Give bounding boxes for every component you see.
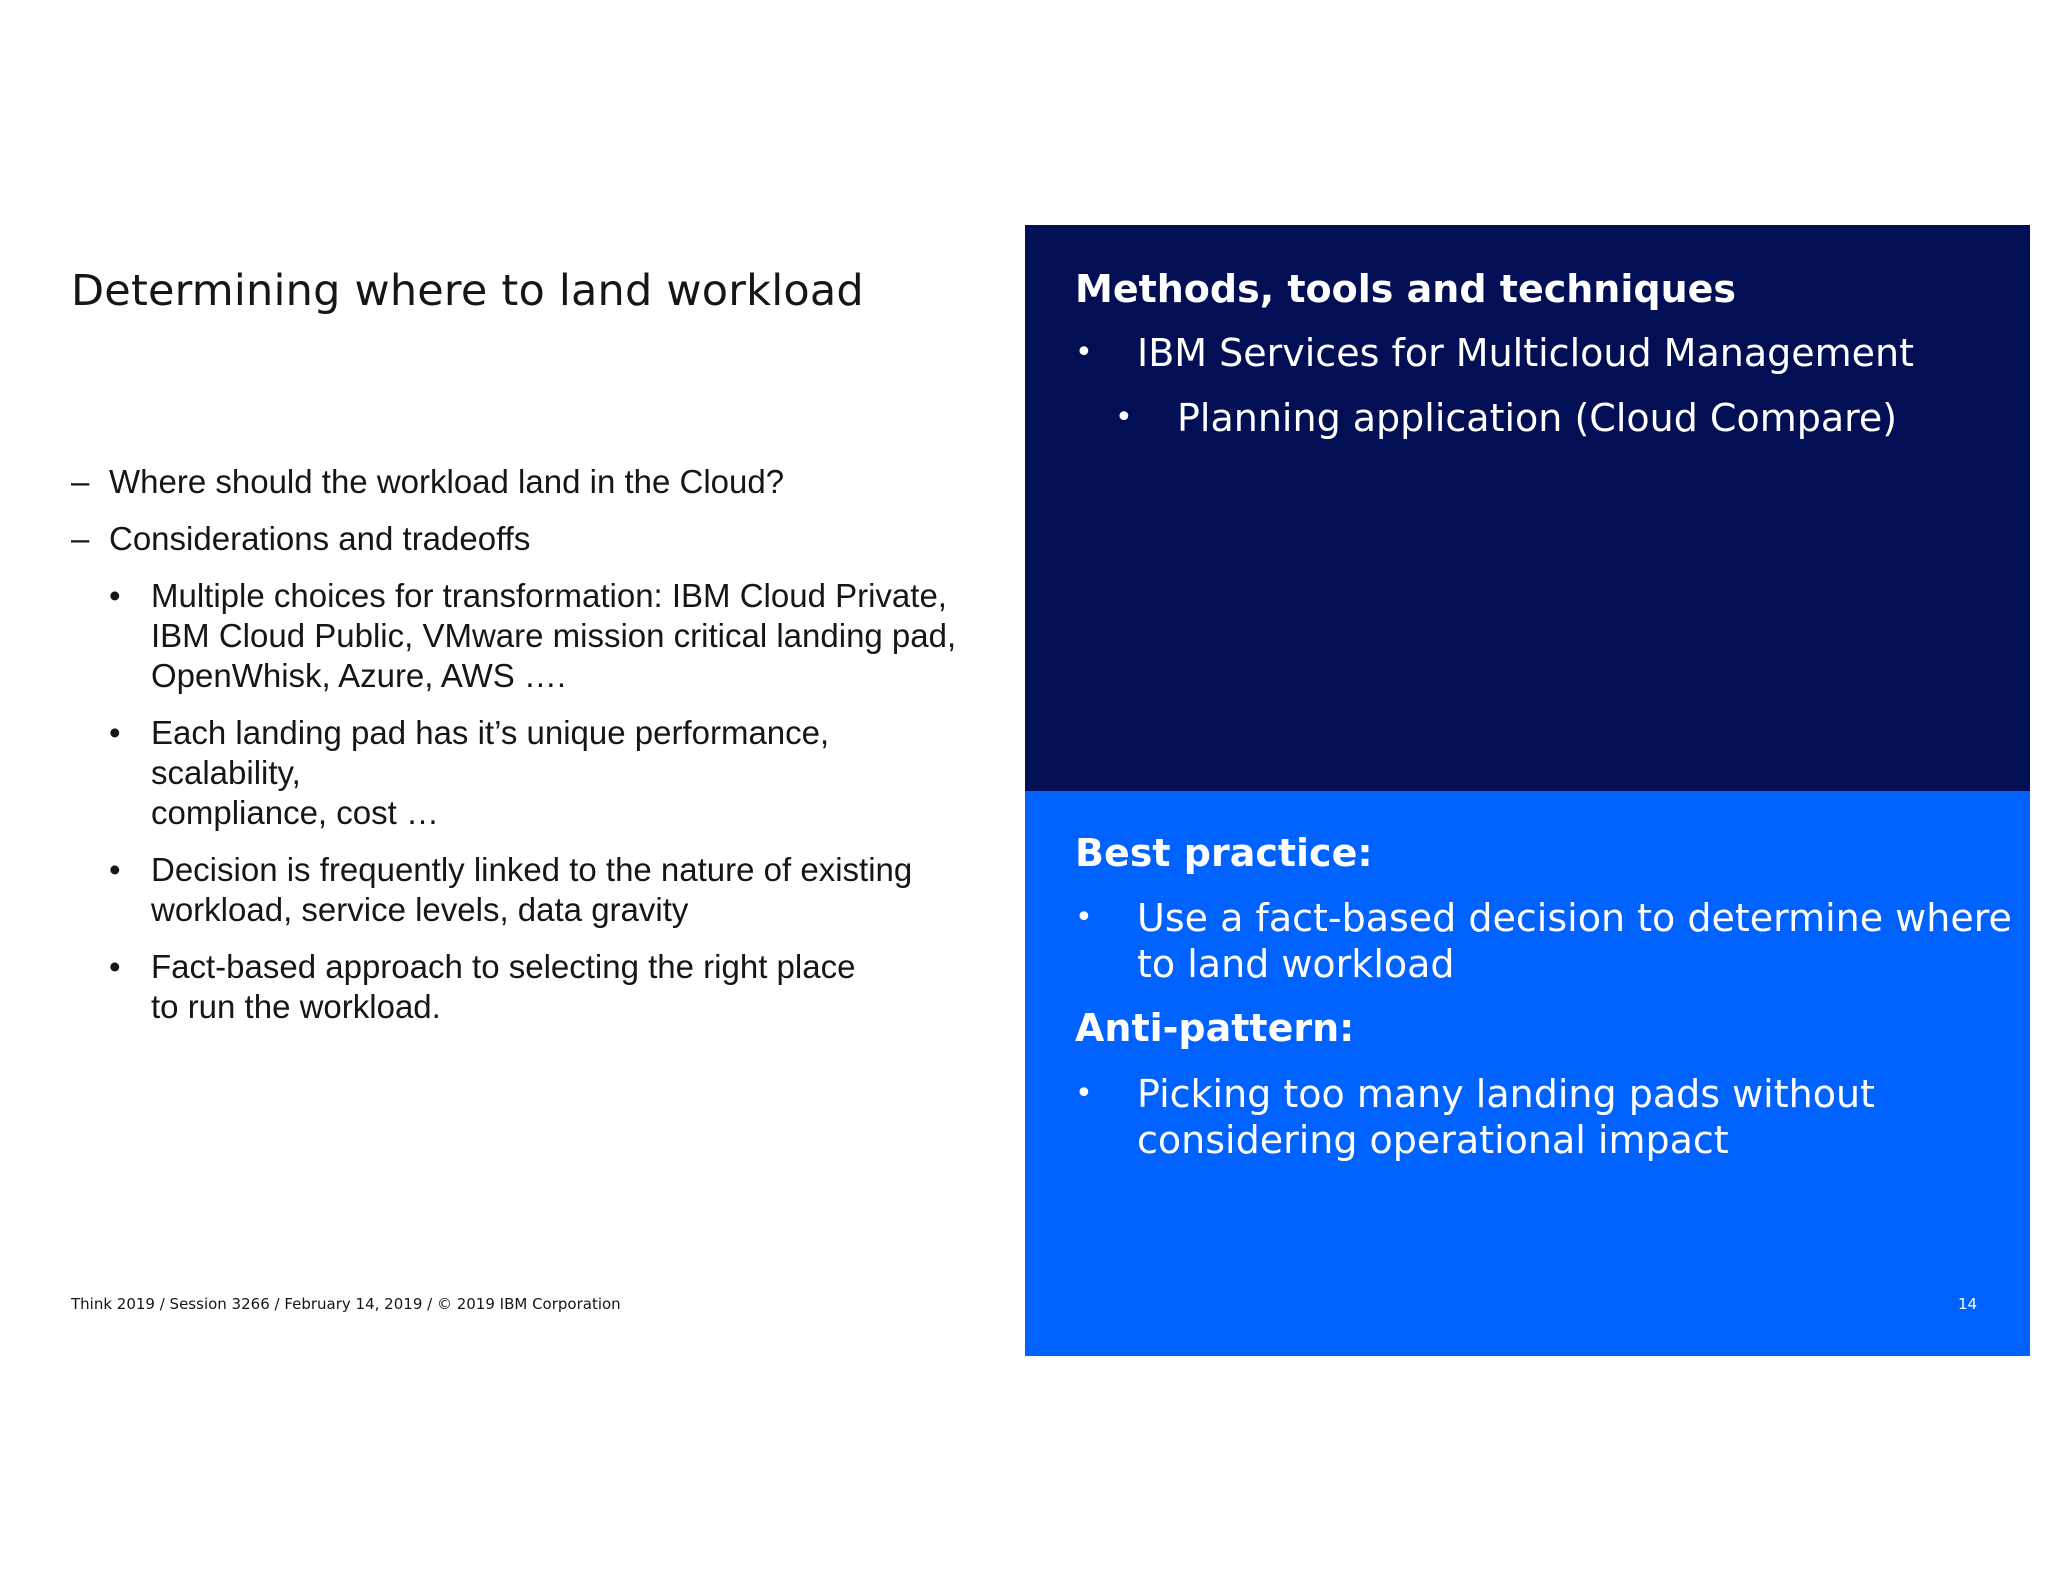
list-item	[71, 462, 971, 502]
methods-heading: Methods, tools and techniques	[1075, 267, 1737, 311]
bullet-marker: •	[1075, 335, 1093, 370]
list-item	[71, 947, 971, 1027]
list-item	[71, 519, 971, 559]
dash-marker: –	[71, 463, 90, 500]
methods-bullet-text: IBM Services for Multicloud Management	[1137, 331, 1914, 375]
anti-pattern-line: considering operational impact	[1137, 1118, 1729, 1162]
bullet-marker: •	[1075, 1076, 1093, 1111]
list-item-line: IBM Cloud Public, VMware mission critical landing pad,	[151, 617, 957, 654]
footer-text: Think 2019 / Session 3266 / February 14, 2019 / © 2019 IBM Corporation	[71, 1295, 621, 1313]
list-item	[71, 713, 971, 833]
list-item-line: to run the workload.	[151, 988, 441, 1025]
list-item-line: compliance, cost …	[151, 794, 439, 831]
practice-panel	[1025, 791, 2030, 1356]
best-practice-line: Use a fact-based decision to determine where	[1137, 896, 2012, 940]
list-item-line: Fact-based approach to selecting the right place	[151, 948, 856, 985]
methods-bullet	[1075, 330, 1914, 376]
bullet-marker: •	[109, 851, 121, 888]
anti-pattern-heading: Anti-pattern:	[1075, 1006, 1355, 1050]
bullet-marker: •	[109, 577, 121, 614]
list-item	[71, 850, 971, 930]
methods-sub-bullet	[1115, 395, 1898, 441]
methods-panel	[1025, 225, 2030, 791]
list-item-line: Decision is frequently linked to the nature of existing	[151, 851, 913, 888]
bullet-marker: •	[109, 948, 121, 985]
list-item-line: Multiple choices for transformation: IBM Cloud Private,	[151, 577, 947, 614]
list-item-line: workload, service levels, data gravity	[151, 891, 689, 928]
bullet-marker: •	[109, 714, 121, 751]
list-item-line: OpenWhisk, Azure, AWS ….	[151, 657, 567, 694]
list-item	[71, 576, 971, 696]
slide-title: Determining where to land workload	[71, 266, 864, 316]
bullet-marker: •	[1115, 400, 1133, 435]
bullet-marker: •	[1075, 900, 1093, 935]
methods-sub-bullet-text: Planning application (Cloud Compare)	[1177, 396, 1898, 440]
anti-pattern-bullet	[1075, 1071, 1875, 1163]
best-practice-heading: Best practice:	[1075, 831, 1373, 875]
anti-pattern-line: Picking too many landing pads without	[1137, 1072, 1875, 1116]
dash-marker: –	[71, 520, 90, 557]
best-practice-line: to land workload	[1137, 942, 1455, 986]
list-item-text: Where should the workload land in the Cloud?	[109, 463, 785, 500]
list-item-line: Each landing pad has it’s unique performance, scalability,	[151, 714, 830, 791]
list-item-text: Considerations and tradeoffs	[109, 520, 531, 557]
page-number: 14	[1958, 1295, 1978, 1313]
best-practice-bullet	[1075, 895, 2012, 987]
left-content	[71, 462, 971, 1044]
